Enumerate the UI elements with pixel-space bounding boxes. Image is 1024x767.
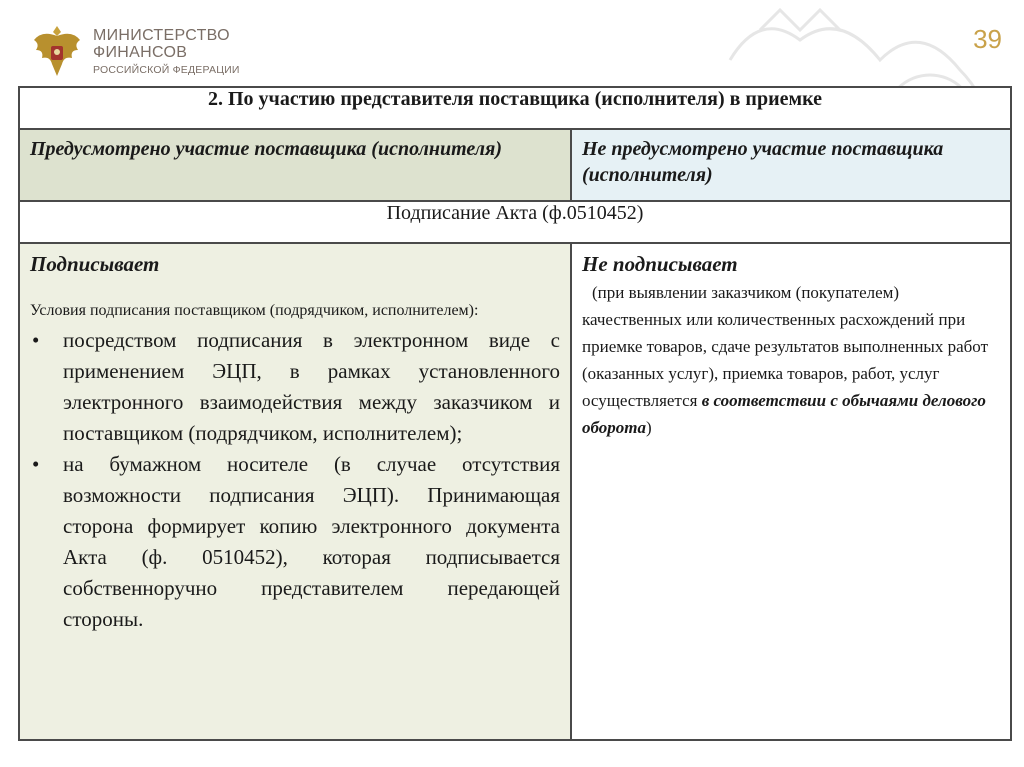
description-text: (при выявлении заказчиком (покупателем) качественных или количественных расхождений при приемке товаров, сдаче результатов выполненных работ (оказанных услуг), приемка товаров, работ, услуг осуществляется: [582, 283, 989, 410]
column-header-left: [19, 129, 571, 201]
signs-cell: [19, 243, 571, 740]
list-item-text: посредством подписания в электронном виде с применением ЭЦП, в рамках установленного электронного взаимодействия между заказчиком и поставщиком (подрядчиком, исполнителем);: [63, 328, 560, 445]
ministry-name: [93, 27, 240, 77]
table-title: 2. По участию представителя поставщика (исполнителя) в приемке: [19, 87, 1011, 129]
org-line-2: ФИНАНСОВ: [93, 44, 188, 61]
not-signs-heading: Не подписывает: [582, 252, 738, 276]
column-header-left-text: Предусмотрено участие поставщика (исполнителя): [30, 138, 502, 160]
bullet-icon: •: [32, 328, 40, 352]
column-header-right: [571, 129, 1011, 201]
signs-heading: Подписывает: [30, 252, 160, 276]
slide-header: [0, 0, 1024, 84]
description-end: ): [645, 418, 652, 437]
description-emphasis: в соответствии с обычаями делового оборота: [582, 391, 986, 437]
signing-conditions: Условия подписания поставщиком (подрядчиком, исполнителем):: [30, 302, 479, 319]
conditions-list: [30, 325, 560, 635]
not-signs-cell: [571, 243, 1011, 740]
org-line-3: РОССИЙСКОЙ ФЕДЕРАЦИИ: [93, 64, 240, 76]
page-number: 39: [973, 24, 1002, 54]
column-header-right-text: Не предусмотрено участие поставщика (исполнителя): [582, 138, 944, 186]
list-item: [30, 449, 560, 635]
table-subheader: Подписание Акта (ф.0510452): [19, 201, 1011, 243]
org-line-1: МИНИСТЕРСТВО: [93, 27, 230, 44]
not-signs-description: [582, 279, 1000, 441]
russian-coat-of-arms-icon: [30, 20, 84, 80]
list-item: [30, 325, 560, 449]
list-item-text: на бумажном носителе (в случае отсутствия возможности подписания ЭЦП). Принимающая сторона формирует копию электронного документа Акта (ф. 0510452), которая подписывается собственноручно представителем передающей стороны.: [63, 452, 560, 631]
acceptance-table: [18, 86, 1012, 741]
bullet-icon: •: [32, 452, 40, 476]
